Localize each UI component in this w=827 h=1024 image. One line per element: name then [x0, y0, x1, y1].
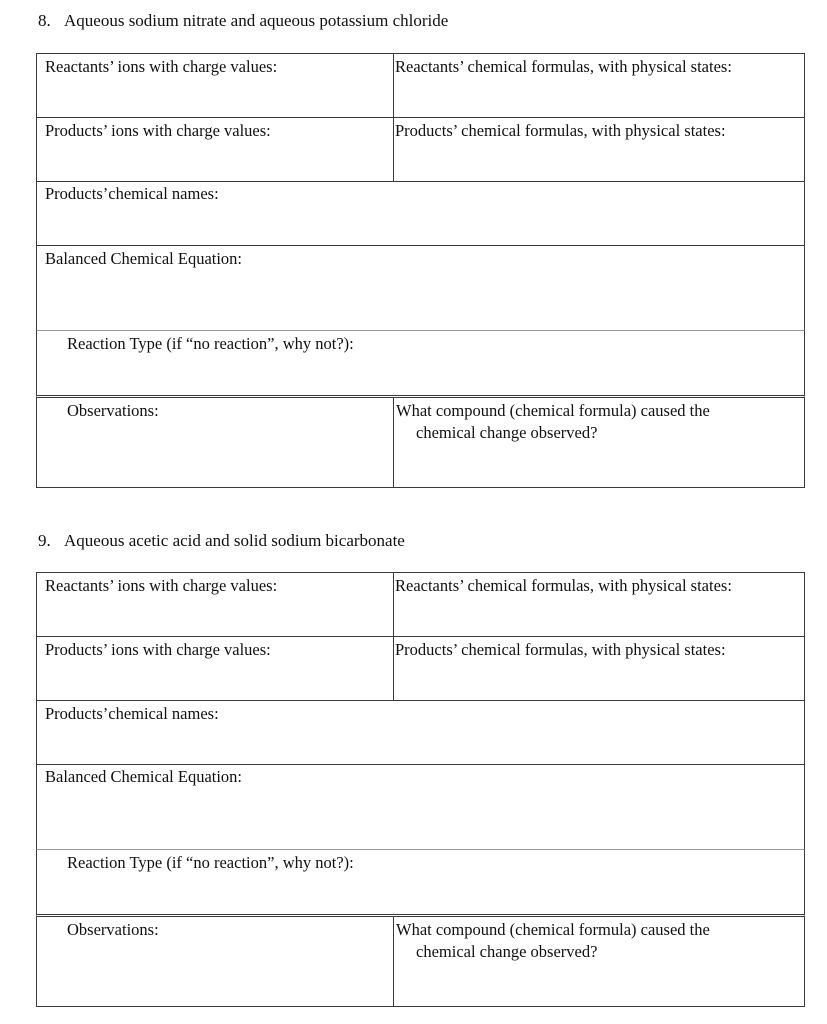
question-9-title [38, 531, 405, 551]
product-names-field[interactable] [36, 181, 805, 246]
product-ions-label: Products’ ions with charge values: [45, 640, 271, 659]
product-formulas-label: Products’ chemical formulas, with physical states: [395, 121, 726, 140]
balanced-equation-field[interactable] [36, 245, 805, 331]
product-ions-label: Products’ ions with charge values: [45, 121, 271, 140]
product-ions-field[interactable] [36, 117, 394, 182]
product-formulas-label: Products’ chemical formulas, with physical states: [395, 640, 726, 659]
reactant-ions-label: Reactants’ ions with charge values: [45, 57, 278, 76]
reactant-formulas-label: Reactants’ chemical formulas, with physical states: [395, 576, 732, 595]
product-names-label: Products’chemical names: [45, 184, 219, 203]
observations-field[interactable] [36, 916, 394, 1007]
question-number: 9. [38, 531, 51, 550]
observations-label: Observations: [67, 920, 159, 939]
balanced-equation-label: Balanced Chemical Equation: [45, 767, 243, 786]
reactant-formulas-field[interactable] [393, 572, 805, 637]
reactant-formulas-field[interactable] [393, 53, 805, 118]
observations-label: Observations: [67, 401, 159, 420]
product-formulas-field[interactable] [393, 117, 805, 182]
product-formulas-field[interactable] [393, 636, 805, 701]
compound-question-label [396, 919, 796, 963]
compound-question-line1: What compound (chemical formula) caused the [396, 920, 710, 939]
reactant-ions-field[interactable] [36, 572, 394, 637]
question-8-worksheet [36, 53, 805, 488]
compound-question-line2: chemical change observed? [416, 423, 598, 442]
question-8-title [38, 11, 448, 31]
question-9-worksheet [36, 572, 805, 1007]
reactant-ions-field[interactable] [36, 53, 394, 118]
reaction-type-label: Reaction Type (if “no reaction”, why not?): [67, 853, 354, 872]
observations-field[interactable] [36, 397, 394, 488]
compound-question-line2: chemical change observed? [416, 942, 598, 961]
compound-question-label [396, 400, 796, 444]
compound-question-field[interactable] [393, 916, 805, 1007]
question-text: Aqueous acetic acid and solid sodium bicarbonate [64, 531, 405, 550]
reactant-formulas-label: Reactants’ chemical formulas, with physical states: [395, 57, 732, 76]
compound-question-field[interactable] [393, 397, 805, 488]
compound-question-line1: What compound (chemical formula) caused the [396, 401, 710, 420]
question-number: 8. [38, 11, 51, 30]
reactant-ions-label: Reactants’ ions with charge values: [45, 576, 278, 595]
product-ions-field[interactable] [36, 636, 394, 701]
balanced-equation-field[interactable] [36, 764, 805, 850]
reaction-type-field[interactable] [36, 330, 805, 398]
product-names-field[interactable] [36, 700, 805, 765]
product-names-label: Products’chemical names: [45, 704, 219, 723]
reaction-type-label: Reaction Type (if “no reaction”, why not?): [67, 334, 354, 353]
question-text: Aqueous sodium nitrate and aqueous potassium chloride [64, 11, 449, 30]
reaction-type-field[interactable] [36, 849, 805, 917]
balanced-equation-label: Balanced Chemical Equation: [45, 249, 243, 268]
